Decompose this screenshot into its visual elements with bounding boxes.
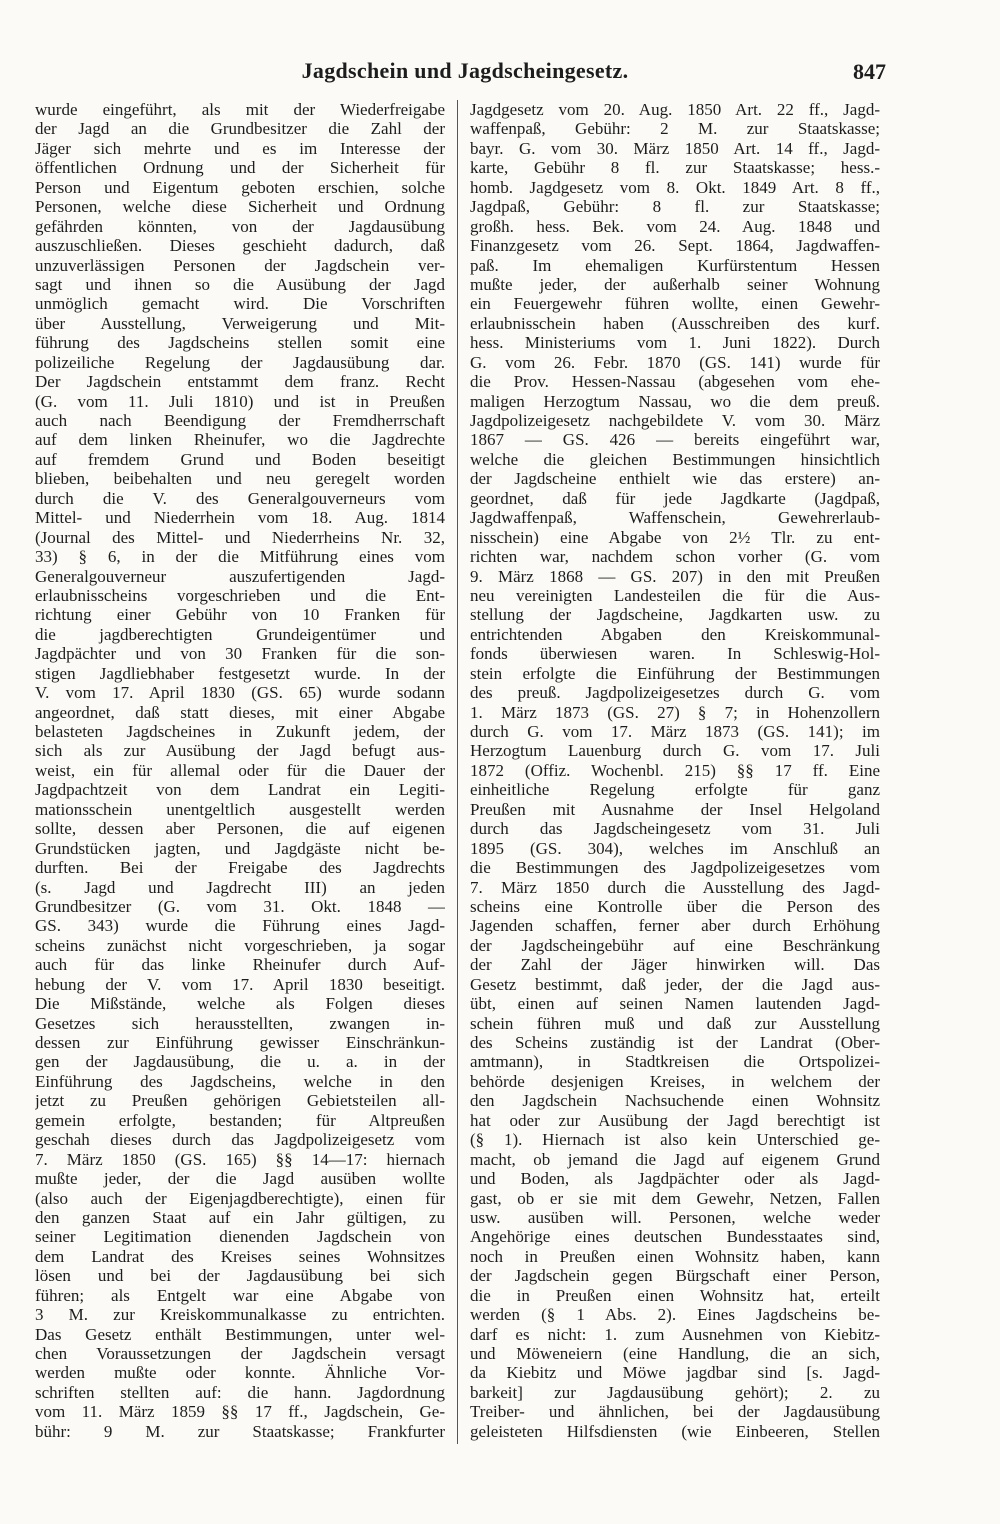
text-line: Jagdwaffenpaß, Waffenschein, Gewehrerlaub- <box>470 508 880 528</box>
text-line: ein Feuergewehr führen wollte, einen Gewehr- <box>470 294 880 314</box>
text-line: sagt und ihnen so die Ausübung der Jagd <box>35 274 445 294</box>
text-line: Herzogtum Lauenburg durch G. vom 17. Juli <box>470 741 880 761</box>
text-line: der Jagdschein gegen Bürgschaft einer Person, <box>470 1266 880 1286</box>
text-line: macht, ob jemand die Jagd auf eigenem Grund <box>470 1149 880 1169</box>
text-line: übt, einen auf seinen Namen lautenden Jagd- <box>470 994 880 1014</box>
text-line: führen; als Entgelt war eine Abgabe von <box>35 1285 445 1305</box>
text-line: durch das Jagdscheingesetz vom 31. Juli <box>470 819 880 839</box>
text-line: (Journal des Mittel- und Niederrheins Nr. 32, <box>35 527 445 547</box>
text-line: da Kiebitz und Möwe jagdbar sind [s. Jagd- <box>470 1363 880 1383</box>
text-line: Die Mißstände, welche als Folgen dieses <box>35 994 445 1014</box>
text-line: neu vereinigten Landesteilen die für die Aus- <box>470 585 880 605</box>
text-line: hebung der V. vom 17. April 1830 beseitigt. <box>35 974 445 994</box>
text-line: Personen, welche diese Sicherheit und Ordnung <box>35 197 445 217</box>
text-line: 9. März 1868 — GS. 207) in den mit Preußen <box>470 566 880 586</box>
text-line: den Jagdschein Nachsuchende einen Wohnsitz <box>470 1091 880 1111</box>
text-line: (§ 1). Hiernach ist also kein Unterschied ge- <box>470 1130 880 1150</box>
text-line: G. vom 26. Febr. 1870 (GS. 141) wurde für <box>470 352 880 372</box>
text-line: belasteten Jagdscheines in Zukunft jedem, der <box>35 722 445 741</box>
text-line: geschah dieses durch das Jagdpolizeigesetz vom <box>35 1130 445 1150</box>
text-line: geordnet, daß für jede Jagdkarte (Jagdpaß, <box>470 488 880 508</box>
text-line: sollte, dessen aber Personen, die auf eigenen <box>35 819 445 839</box>
text-line: 1872 (Offiz. Wochenbl. 215) §§ 17 ff. Eine <box>470 760 880 780</box>
text-line: Grundstücken jagten, und Jagdgäste nicht be- <box>35 838 445 858</box>
text-line: großh. hess. Bek. vom 24. Aug. 1848 und <box>470 216 880 236</box>
text-line: und Boden, als Jagdpächter oder als Jagd- <box>470 1169 880 1189</box>
text-line: über Ausstellung, Verweigerung und Mit- <box>35 313 445 333</box>
text-line: Angehörige eines deutschen Bundesstaates sind, <box>470 1227 880 1247</box>
text-line: Jagdpolizeigesetz nachgebildete V. vom 30. März <box>470 411 880 430</box>
text-line: Das Gesetz enthält Bestimmungen, unter wel- <box>35 1324 445 1344</box>
text-line: sich als zur Ausübung der Jagd befugt aus- <box>35 741 445 761</box>
text-line: barkeit] zur Jagdausübung gehört); 2. zu <box>470 1382 880 1402</box>
text-line: des Scheins zuständig ist der Landrat (Ober- <box>470 1033 880 1052</box>
text-line: der Zahl der Jäger hinwirken will. Das <box>470 955 880 975</box>
text-line: scheins eine Kontrolle über die Person des <box>470 896 880 916</box>
text-line: 1. März 1873 (GS. 27) § 7; in Hohenzollern <box>470 702 880 722</box>
text-line: maligen Herzogtum Nassau, wo die dem preuß. <box>470 391 880 411</box>
text-line: einheitliche Regelung erfolgte für ganz <box>470 780 880 800</box>
text-line: auf dem linken Rheinufer, wo die Jagdrechte <box>35 430 445 450</box>
text-line: angeordnet, daß statt dieses, mit einer Abgabe <box>35 702 445 722</box>
text-line: die in Preußen einen Wohnsitz hat, erteilt <box>470 1285 880 1305</box>
text-line: durch die V. des Generalgouverneurs vom <box>35 488 445 508</box>
page-number: 847 <box>853 59 886 84</box>
text-line: des preuß. Jagdpolizeigesetzes durch G. vom <box>470 683 880 703</box>
text-line: gen der Jagdausübung, die u. a. in der <box>35 1052 445 1072</box>
text-line: die jagdberechtigten Grundeigentümer und <box>35 624 445 644</box>
text-line: Preußen mit Ausnahme der Insel Helgoland <box>470 799 880 819</box>
text-line: hess. Ministeriums vom 1. Juni 1822). Durch <box>470 333 880 353</box>
text-line: unmöglich gemacht wird. Die Vorschriften <box>35 294 445 314</box>
text-line: auch nach Beendigung der Fremdherrschaft <box>35 411 445 430</box>
text-line: hat oder zur Ausübung der Jagd berechtigt ist <box>470 1110 880 1130</box>
text-line: die Prov. Hessen-Nassau (abgesehen vom ehe- <box>470 372 880 392</box>
text-line: Jagdpaß, Gebühr: 8 fl. zur Staatskasse; <box>470 197 880 217</box>
text-line: und Möweneiern (eine Handlung, die an sich, <box>470 1344 880 1363</box>
text-line: fonds überwiesen waren. In Schleswig-Hol- <box>470 644 880 664</box>
text-line: durften. Bei der Freigabe des Jagdrechts <box>35 858 445 878</box>
text-line: Finanzgesetz vom 26. Sept. 1864, Jagdwaffen- <box>470 236 880 256</box>
text-line: (s. Jagd und Jagdrecht III) an jeden <box>35 877 445 897</box>
text-line: Treiber- und ähnlichen, bei der Jagdausübung <box>470 1402 880 1422</box>
text-line: Mittel- und Niederrhein vom 18. Aug. 1814 <box>35 508 445 528</box>
text-line: werden (§ 1 Abs. 2). Eines Jagdscheins be- <box>470 1305 880 1325</box>
text-line: erlaubnisschein haben (Ausschreiben des kurf. <box>470 313 880 333</box>
text-line: durch G. vom 17. März 1873 (GS. 141); im <box>470 722 880 741</box>
text-line: stein erfolgte die Einführung der Bestimmungen <box>470 663 880 683</box>
text-line: auszuschließen. Dieses geschieht dadurch, daß <box>35 236 445 256</box>
text-line: paß. Im ehemaligen Kurfürstentum Hessen <box>470 255 880 275</box>
text-line: chen Voraussetzungen der Jagdschein versagt <box>35 1344 445 1363</box>
text-line: richten war, nachdem schon vorher (G. vom <box>470 547 880 567</box>
text-line: geleisteten Hilfsdiensten (wie Einbeeren, Stellen <box>470 1421 880 1441</box>
text-line: amtmann), in Stadtkreisen die Ortspolizei- <box>470 1052 880 1072</box>
text-line: mußte jeder, der die Jagd ausüben wollte <box>35 1169 445 1189</box>
text-line: schein führen muß und daß zur Ausstellung <box>470 1013 880 1033</box>
text-line: Gesetzes sich herausstellten, zwangen in- <box>35 1013 445 1033</box>
text-line: den ganzen Staat auf ein Jahr gültigen, zu <box>35 1207 445 1227</box>
text-line: schriften stellten auf: die hann. Jagdordnung <box>35 1382 445 1402</box>
text-line: gast, ob er sie mit dem Gewehr, Netzen, Fallen <box>470 1188 880 1208</box>
text-line: entrichtenden Abgaben den Kreiskommunal- <box>470 624 880 644</box>
text-line: jetzt zu Preußen gehörigen Gebietsteilen all- <box>35 1091 445 1111</box>
text-line: Jagdgesetz vom 20. Aug. 1850 Art. 22 ff., Jagd- <box>470 100 880 119</box>
text-line: blieben, beibehalten und neu geregelt worden <box>35 469 445 489</box>
text-line: homb. Jagdgesetz vom 8. Okt. 1849 Art. 8 ff., <box>470 177 880 197</box>
text-line: waffenpaß, Gebühr: 2 M. zur Staatskasse; <box>470 119 880 139</box>
text-line: 7. März 1850 durch die Ausstellung des Jagd- <box>470 877 880 897</box>
text-line: der Jagdscheingebühr auf eine Beschränkung <box>470 935 880 955</box>
text-line: polizeiliche Regelung der Jagdausübung dar. <box>35 352 445 372</box>
text-line: stellung der Jagdscheine, Jagdkarten usw. zu <box>470 605 880 625</box>
text-line: mationsschein unentgeltlich ausgestellt werden <box>35 799 445 819</box>
text-line: 1867 — GS. 426 — bereits eingeführt war, <box>470 430 880 450</box>
text-line: stigen Jagdliebhaber festgesetzt wurde. In der <box>35 663 445 683</box>
text-line: wurde eingeführt, als mit der Wiederfreigabe <box>35 100 445 119</box>
text-line: behörde desjenigen Kreises, in welchem der <box>470 1071 880 1091</box>
text-line: Jagenden schaffen, ferner aber durch Erhöhung <box>470 916 880 936</box>
text-line: richtung einer Gebühr von 10 Franken für <box>35 605 445 625</box>
text-line: 1895 (GS. 304), welches im Anschluß an <box>470 838 880 858</box>
text-line: führung des Jagdscheins stellen somit eine <box>35 333 445 353</box>
text-line: V. vom 17. April 1830 (GS. 65) wurde sodann <box>35 683 445 703</box>
text-line: Der Jagdschein entstammt dem franz. Recht <box>35 372 445 392</box>
text-line: die Bestimmungen des Jagdpolizeigesetzes vom <box>470 858 880 878</box>
text-line: usw. ausüben will. Personen, welche weder <box>470 1207 880 1227</box>
text-line: auch für das linke Rheinufer durch Auf- <box>35 955 445 975</box>
text-line: karte, Gebühr 8 fl. zur Staatskasse; hess.- <box>470 158 880 178</box>
text-line: bühr: 9 M. zur Staatskasse; Frankfurter <box>35 1421 445 1441</box>
text-line: gemein erfolgte, bestanden; für Altpreußen <box>35 1110 445 1130</box>
text-line: dessen zur Einführung gewisser Einschränkun- <box>35 1033 445 1052</box>
text-line: Einführung des Jagdscheins, welche in den <box>35 1071 445 1091</box>
text-line: lösen und bei der Jagdausübung bei sich <box>35 1266 445 1286</box>
text-line: erlaubnisscheins vorgeschrieben und die Ent- <box>35 585 445 605</box>
text-line: seiner Legitimation dienenden Jagdschein von <box>35 1227 445 1247</box>
text-line: welche die gleichen Bestimmungen hinsichtlich <box>470 449 880 469</box>
text-line: Jagdpachtzeit von dem Landrat ein Legiti- <box>35 780 445 800</box>
text-line: 7. März 1850 (GS. 165) §§ 14—17: hiernach <box>35 1149 445 1169</box>
text-line: Jäger sich mehrte und es im Interesse der <box>35 138 445 158</box>
text-line: GS. 343) wurde die Führung eines Jagd- <box>35 916 445 936</box>
text-line: werden mußte oder konnte. Ähnliche Vor- <box>35 1363 445 1383</box>
text-line: nisschein) eine Abgabe von 2½ Tlr. zu ent- <box>470 527 880 547</box>
text-line: Generalgouverneur auszufertigenden Jagd- <box>35 566 445 586</box>
text-line: noch in Preußen einen Wohnsitz haben, kann <box>470 1246 880 1266</box>
text-line: Person und Eigentum geboten erschien, solche <box>35 177 445 197</box>
page-header-title: Jagdschein und Jagdscheingesetz. <box>301 58 629 83</box>
text-line: dem Landrat des Kreises seines Wohnsitzes <box>35 1246 445 1266</box>
right-text-column <box>470 100 880 1441</box>
text-line: scheins zunächst nicht vorgeschrieben, ja sogar <box>35 935 445 955</box>
text-line: (also auch der Eigenjagdberechtigte), einen für <box>35 1188 445 1208</box>
text-line: öffentlichen Ordnung und der Sicherheit für <box>35 158 445 178</box>
text-line: vom 11. März 1859 §§ 17 ff., Jagdschein, Ge- <box>35 1402 445 1422</box>
text-line: 3 M. zur Kreiskommunalkasse zu entrichten. <box>35 1305 445 1325</box>
text-line: darf es nicht: 1. zum Ausnehmen von Kiebitz- <box>470 1324 880 1344</box>
text-line: der Jagdscheine enthielt wie das erstere) an- <box>470 469 880 489</box>
text-line: Grundbesitzer (G. vom 31. Okt. 1848 — <box>35 896 445 916</box>
text-line: weist, ein für allemal oder für die Dauer der <box>35 760 445 780</box>
text-line: gefährden könnten, von der Jagdausübung <box>35 216 445 236</box>
text-line: Jagdpächter und von 30 Franken für die son- <box>35 644 445 664</box>
text-line: der Jagd an die Grundbesitzer die Zahl der <box>35 119 445 139</box>
text-line: bayr. G. vom 30. März 1850 Art. 14 ff., Jagd- <box>470 138 880 158</box>
text-line: Gesetz bestimmt, daß jeder, der die Jagd aus- <box>470 974 880 994</box>
text-line: unzuverlässigen Personen der Jagdschein ver- <box>35 255 445 275</box>
text-line: 33) § 6, in der die Mitführung eines vom <box>35 547 445 567</box>
text-line: (G. vom 11. Juli 1810) und ist in Preußen <box>35 391 445 411</box>
left-text-column <box>35 100 445 1441</box>
text-line: auf fremdem Grund und Boden beseitigt <box>35 449 445 469</box>
column-divider <box>457 100 458 1444</box>
text-line: mußte jeder, der außerhalb seiner Wohnung <box>470 274 880 294</box>
